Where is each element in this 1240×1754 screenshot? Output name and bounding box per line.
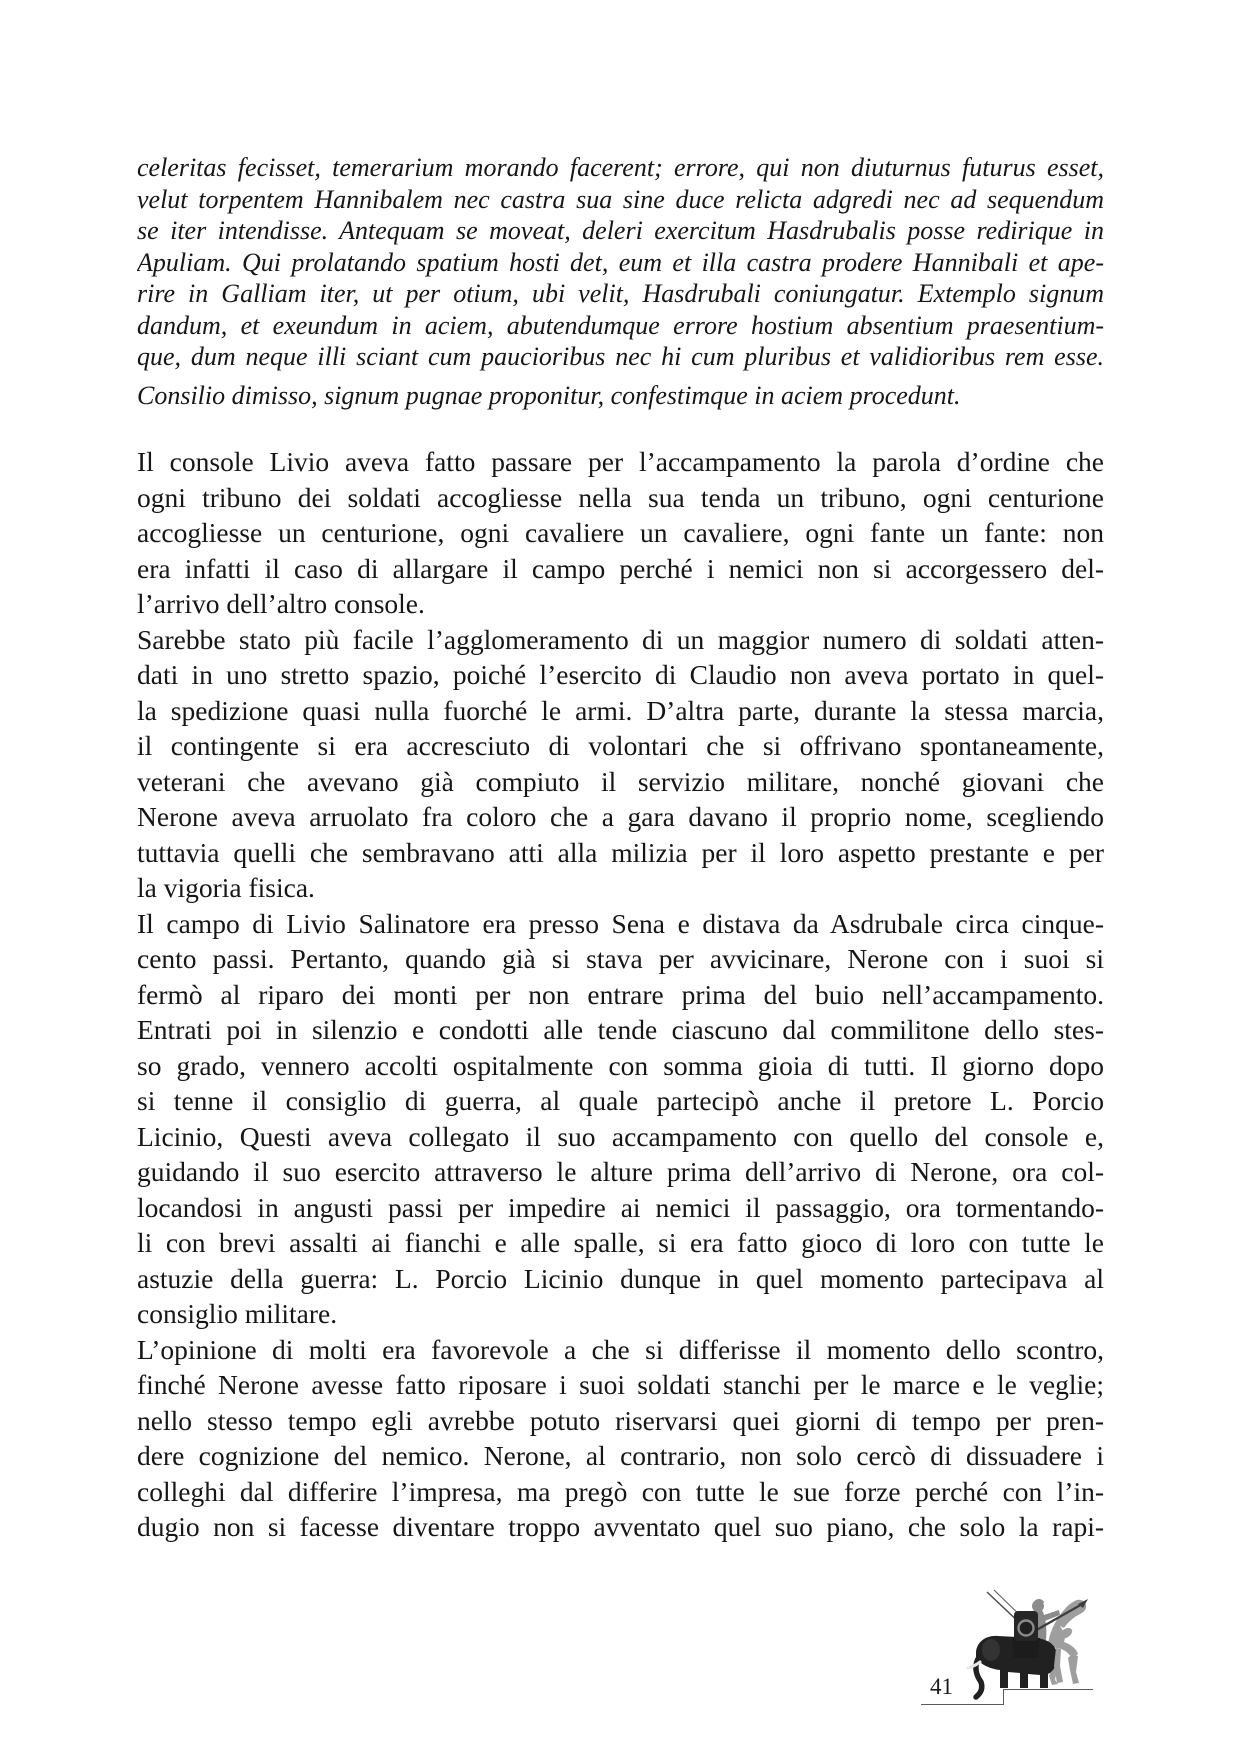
text-line: dugio non si facesse diventare troppo avventato quel suo piano, che solo la rapi- [137,1511,1104,1542]
text-line: l’arrivo dell’altro console. [137,588,425,619]
text-line: finché Nerone avesse fatto riposare i suoi soldati stanchi per le marce e le veglie; [137,1369,1104,1400]
text-line: fermò al riparo dei monti per non entrare prima del buio nell’accampamento. [137,978,1104,1010]
text-line: nello stesso tempo egli avrebbe potuto riservarsi quei giorni di tempo per pren- [137,1404,1104,1436]
text-line: tuttavia quelli che sembravano atti alla milizia per il loro aspetto prestante e per [137,836,1104,868]
text-line: il contingente si era accresciuto di volontari che si offrivano spontaneamente, [137,730,1104,761]
text-line: L’opinione di molti era favorevole a che si differisse il momento dello scontro, [137,1333,1104,1365]
paragraph [137,1332,1104,1545]
text-line: Consilio dimisso, signum pugnae proponitur, confestimque in aciem procedunt. [137,380,961,410]
text-line: si tenne il consiglio di guerra, al quale partecipò anche il pretore L. Porcio [137,1085,1104,1116]
text-line: celeritas fecisset, temerarium morando facerent; errore, qui non diuturnus futurus esset, [137,153,1104,182]
text-line: so grado, vennero accolti ospitalmente con somma gioia di tutti. Il giorno dopo [137,1049,1104,1081]
text-line: Licinio, Questi aveva collegato il suo accampamento con quello del console e, [137,1120,1104,1152]
text-line: consiglio militare. [137,1298,338,1329]
text-line: li con brevi assalti ai fianchi e alle spalle, si era fatto gioco di loro con tutte le [137,1227,1104,1258]
text-line: Il campo di Livio Salinatore era presso Sena e distava da Asdrubale circa cinque- [137,907,1104,939]
text-line: Entrati poi in silenzio e condotti alle tende ciascuno dal commilitone dello stes- [137,1014,1104,1045]
text-line: locandosi in angusti passi per impedire ai nemici il passaggio, ora tormentando- [137,1191,1104,1223]
body-text-block [137,444,1104,1545]
text-line: la vigoria fisica. [137,872,315,903]
page-number: 41 [930,1674,953,1699]
text-line: rire in Galliam iter, ut per otium, ubi velit, Hasdrubali coniungatur. Extemplo signum [137,279,1104,308]
text-line: era infatti il caso di allargare il campo perché i nemici non si accorgessero del- [137,552,1104,584]
text-line: Apuliam. Qui prolatando spatium hosti det, eum et illa castra prodere Hannibali et ape- [137,247,1104,277]
text-line: dati in uno stretto spazio, poiché l’esercito di Claudio non aveva portato in quel- [137,659,1104,690]
text-line: ogni tribuno dei soldati accogliesse nella sua tenda un tribuno, ogni centurione [137,481,1104,513]
paragraph [137,622,1104,906]
howdah-icon [1012,1611,1040,1658]
paragraph [137,906,1104,1332]
text-line: Nerone aveva arruolato fra coloro che a gara davano il proprio nome, scegliendo [137,801,1104,832]
paragraph [137,152,1104,373]
text-line: se iter intendisse. Antequam se moveat, deleri exercitum Hasdrubalis posse redirique in [137,216,1104,245]
latin-quote-block [137,152,1104,411]
text-line: que, dum neque illi sciant cum paucioribus nec hi cum pluribus et validioribus rem esse. [137,342,1104,371]
text-line: colleghi dal differire l’impresa, ma pregò con tutte le sue forze perché con l’in- [137,1475,1104,1507]
text-line: dandum, et exeundum in aciem, abutendumque errore hostium absentium praesentium- [137,310,1104,340]
text-line: cento passi. Pertanto, quando già si stava per avvicinare, Nerone con i suoi si [137,943,1104,974]
text-line: Il console Livio aveva fatto passare per l’accampamento la parola d’ordine che [137,446,1104,477]
text-line: veterani che avevano già compiuto il servizio militare, nonché giovani che [137,765,1104,797]
war-elephant-illustration [960,1578,1140,1713]
elephant-icon [968,1636,1057,1697]
paragraph [137,380,1104,412]
text-line: dere cognizione del nemico. Nerone, al contrario, non solo cercò di dissuadere i [137,1440,1104,1471]
paragraph [137,444,1104,622]
text-line: la spedizione quasi nulla fuorché le armi. D’altra parte, durante la stessa marcia, [137,694,1104,726]
text-line: velut torpentem Hannibalem nec castra sua sine duce relicta adgredi nec ad sequendum [137,184,1104,214]
text-line: accogliesse un centurione, ogni cavaliere un cavaliere, ogni fante un fante: non [137,517,1104,548]
text-line: guidando il suo esercito attraverso le alture prima dell’arrivo di Nerone, ora col- [137,1156,1104,1187]
text-line: Sarebbe stato più facile l’agglomeramento di un maggior numero di soldati atten- [137,623,1104,655]
text-line: astuzie della guerra: L. Porcio Licinio dunque in quel momento partecipava al [137,1262,1104,1294]
